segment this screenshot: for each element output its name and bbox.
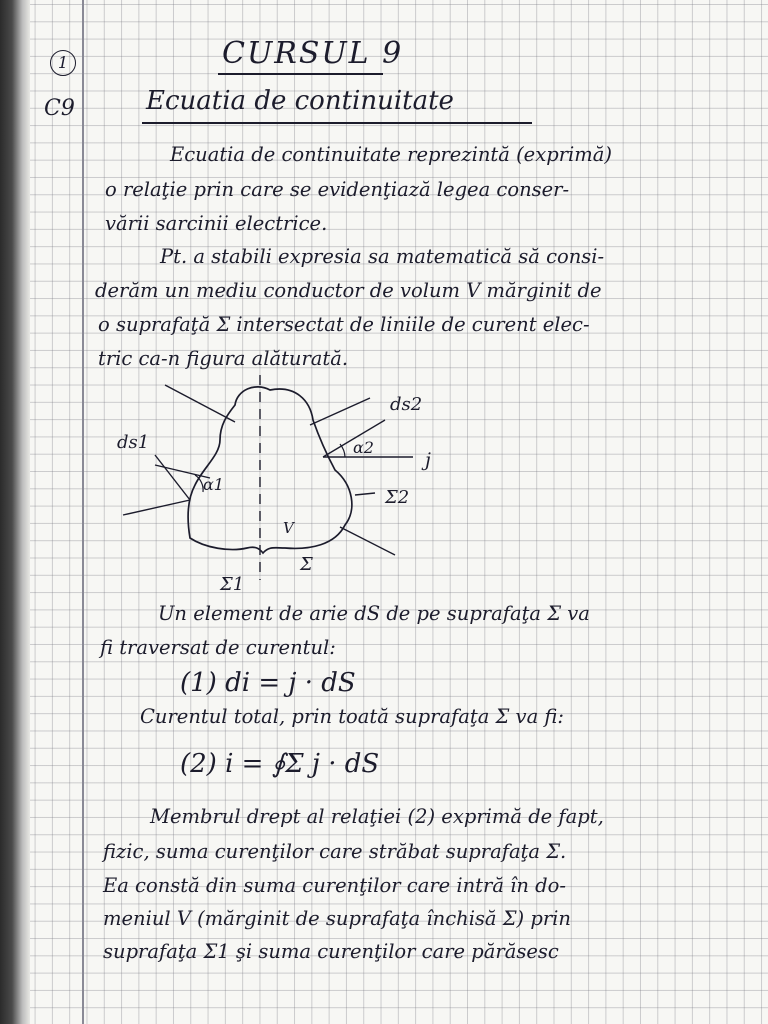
ds1-label: ds1 bbox=[117, 432, 150, 453]
paragraph2-line: tric ca-n figura alăturată. bbox=[98, 347, 349, 370]
ds1-vector bbox=[155, 455, 190, 500]
paragraph1-line: vării sarcinii electrice. bbox=[105, 212, 328, 235]
sigma2-label: Σ2 bbox=[385, 487, 410, 508]
paragraph5-line: Ea constă din suma curenţilor care intră în do- bbox=[103, 874, 566, 897]
page-number: 1 bbox=[50, 50, 76, 76]
paragraph5-line: Membrul drept al relaţiei (2) exprimă de fapt, bbox=[150, 805, 604, 828]
notebook-binding bbox=[0, 0, 30, 1024]
paragraph1-line: Ecuatia de continuitate reprezintă (exprimă) bbox=[170, 143, 612, 166]
current-line-out bbox=[340, 527, 395, 555]
current-line-out bbox=[310, 398, 370, 425]
equation-1: (1) di = j · dS bbox=[180, 668, 356, 698]
title-underline bbox=[218, 73, 383, 75]
section-title-underline bbox=[142, 122, 532, 124]
paragraph2-line: derăm un mediu conductor de volum V mărginit de bbox=[95, 279, 602, 302]
section-title: Ecuatia de continuitate bbox=[146, 86, 454, 116]
current-line-in bbox=[123, 500, 190, 515]
paragraph3-line: fi traversat de curentul: bbox=[100, 636, 336, 659]
current-line-in bbox=[155, 465, 210, 478]
paragraph2-line: Pt. a stabili expresia sa matematică să consi- bbox=[160, 245, 605, 268]
current-line-out bbox=[355, 493, 375, 495]
paragraph5-line: fizic, suma curenţilor care străbat suprafaţa Σ. bbox=[103, 840, 567, 863]
j-label: j bbox=[425, 449, 431, 471]
volume-outline bbox=[188, 387, 352, 553]
paragraph2-line: o suprafaţă Σ intersectat de liniile de curent elec- bbox=[98, 313, 590, 336]
volume-label: V bbox=[283, 519, 294, 537]
current-line-in bbox=[165, 385, 235, 422]
course-title: CURSUL 9 bbox=[222, 36, 404, 71]
alpha2-label: α2 bbox=[353, 438, 374, 457]
current-lines-figure bbox=[95, 360, 445, 600]
paragraph3-line: Un element de arie dS de pe suprafaţa Σ va bbox=[158, 602, 590, 625]
paragraph4: Curentul total, prin toată suprafaţa Σ va fi: bbox=[140, 705, 564, 728]
paragraph1-line: o relaţie prin care se evidenţiază legea conser- bbox=[105, 178, 570, 201]
equation-2: (2) i = ∮Σ j · dS bbox=[180, 749, 380, 779]
sigma1-label: Σ1 bbox=[220, 574, 245, 595]
paragraph5-line: suprafaţa Σ1 şi suma curenţilor care părăsesc bbox=[103, 940, 559, 963]
margin-note: C9 bbox=[44, 96, 75, 121]
paragraph5-line: meniul V (mărginit de suprafaţa închisă Σ) prin bbox=[103, 907, 571, 930]
sigma-label: Σ bbox=[300, 554, 313, 575]
alpha1-label: α1 bbox=[203, 475, 224, 494]
ds2-label: ds2 bbox=[390, 394, 423, 415]
margin-line bbox=[82, 0, 84, 1024]
